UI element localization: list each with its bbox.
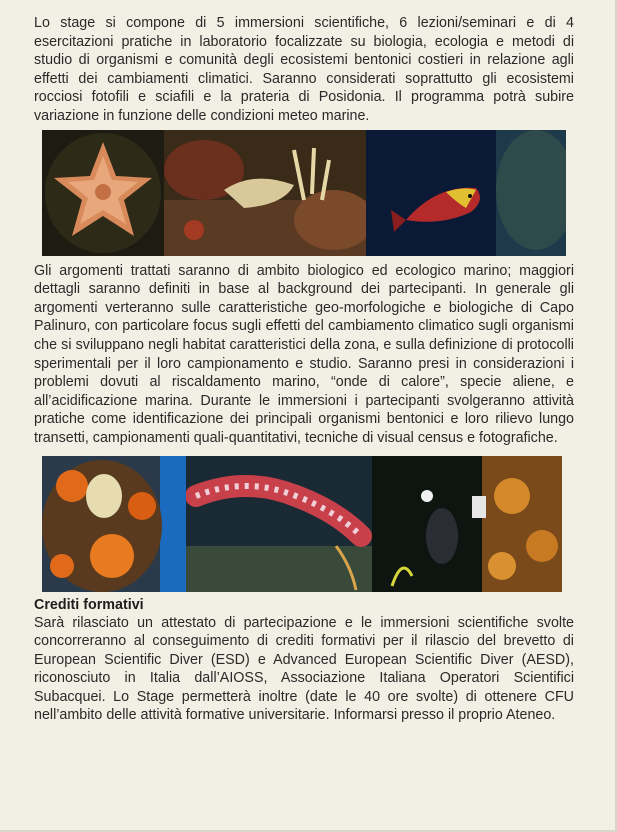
intro-paragraph: Lo stage si compone di 5 immersioni scientifiche, 6 lezioni/seminari e di 4 esercitazioni pratiche in laboratorio focalizzate su biologia, ecologia e metodi di studio di organismi e comunità degli ecosistemi bentonici costieri in relazione agli effetti dei cambiamenti climatici. Saranno considerati soprattutto gli ecosistemi rocciosi fotofili e sciafili e la prateria di Posidonia. Il programma potrà subire variazione in funzione delle condizioni meteo marine.: [34, 15, 574, 124]
photo-fireworm: [186, 456, 372, 592]
photo-strip-top: [42, 130, 566, 256]
photo-sea-star: [42, 130, 164, 256]
photo-strip-bottom: [42, 456, 566, 592]
photo-orange-corals: [42, 456, 186, 592]
document-page: [34, 14, 574, 725]
credits-paragraph: Sarà rilasciato un attestato di partecipazione e le immersioni scientifiche svolte concorreranno al conseguimento di crediti formativi per il rilascio del brevetto di European Scientific Diver (ESD) e Advanced European Scientific Diver (AESD), riconosciuto in Italia dall’AIOSS, Associazione Italiana Operatori Scientifici Subacquei. Lo Stage permetterà inoltre (date le 40 ore svolte) di ottenere CFU nell’ambito delle attività formative universitarie. Informarsi presso il proprio Ateneo.: [34, 614, 574, 724]
photo-parrotfish: [366, 130, 566, 256]
topics-paragraph: Gli argomenti trattati saranno di ambito biologico ed ecologico marino; maggiori dettagli saranno definiti in base al background dei partecipanti. In generale gli argomenti verteranno sulle caratteristiche geo-morfologiche e biologiche di Capo Palinuro, con particolare focus sugli effetti del cambiamento climatico sugli organismi che si sviluppano negli habitat caratteristici della zona, e sulla definizione di protocolli sperimentali per il loro campionamento e studio. Saranno presi in considerazioni i problemi dovuti al riscaldamento marino, “onde di calore”, specie aliene, e all’acidificazione marina. Durante le immersioni i partecipanti svolgeranno attività pratiche come identificazione dei principali organismi bentonici e loro rilievo lungo transetti, campionamenti quali-quantitativi, tecniche di visual census e fotografiche.: [34, 262, 574, 446]
credits-title: Crediti formativi: [34, 596, 144, 613]
photo-nudibranch: [164, 130, 366, 256]
photo-diver-survey: [372, 456, 562, 592]
